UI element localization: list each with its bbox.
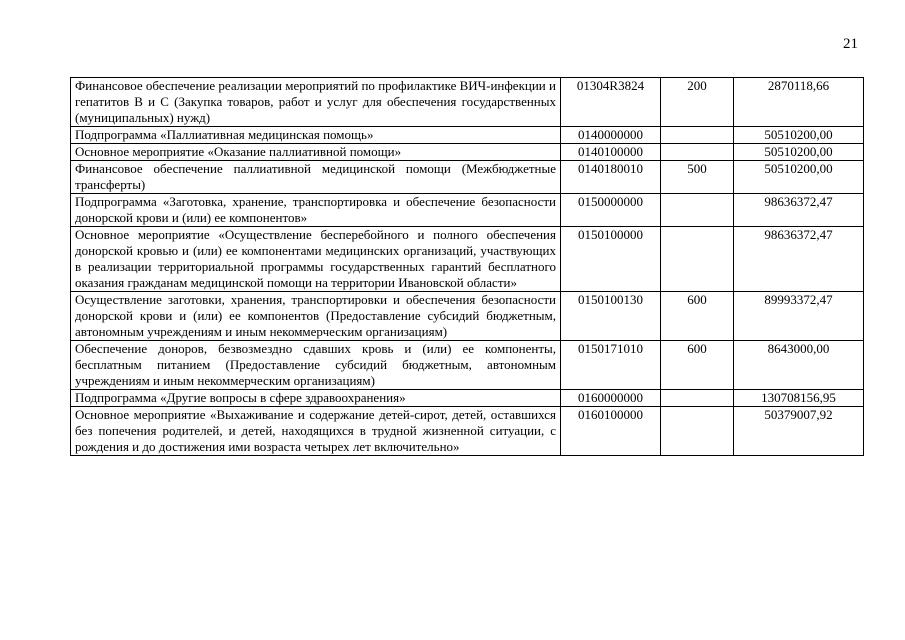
row-sum: 130708156,95 [734, 390, 864, 407]
row-expense-type: 500 [661, 161, 734, 194]
row-expense-type [661, 127, 734, 144]
table-row [71, 144, 864, 161]
row-code: 0150100130 [561, 292, 661, 341]
row-sum: 50510200,00 [734, 161, 864, 194]
row-name: Финансовое обеспечение паллиативной медицинской помощи (Межбюджетные трансферты) [71, 161, 561, 194]
table-row [71, 407, 864, 456]
table-row [71, 227, 864, 292]
row-name: Подпрограмма «Паллиативная медицинская помощь» [71, 127, 561, 144]
row-code: 0160000000 [561, 390, 661, 407]
row-name: Основное мероприятие «Осуществление бесперебойного и полного обеспечения донорской кровью и (или) ее компонентами медицинских организаций, участвующих в реализации территориальной программы государственных гарантий бесплатного оказания гражданам медицинской помощи на территории Ивановской области» [71, 227, 561, 292]
row-code: 0140100000 [561, 144, 661, 161]
row-expense-type [661, 227, 734, 292]
row-expense-type: 600 [661, 292, 734, 341]
row-code: 0150100000 [561, 227, 661, 292]
table-row [71, 127, 864, 144]
row-expense-type [661, 194, 734, 227]
row-code: 0160100000 [561, 407, 661, 456]
page-number: 21 [843, 36, 858, 52]
row-name: Основное мероприятие «Оказание паллиативной помощи» [71, 144, 561, 161]
row-name: Подпрограмма «Другие вопросы в сфере здравоохранения» [71, 390, 561, 407]
row-sum: 8643000,00 [734, 341, 864, 390]
table-row [71, 194, 864, 227]
row-expense-type: 600 [661, 341, 734, 390]
table-row [71, 78, 864, 127]
row-code: 01304R3824 [561, 78, 661, 127]
row-name: Основное мероприятие «Выхаживание и содержание детей-сирот, детей, оставшихся без попечения родителей, и детей, находящихся в трудной жизненной ситуации, с рождения и до достижения ими возраста четырех лет включительно» [71, 407, 561, 456]
table-row [71, 292, 864, 341]
row-code: 0140000000 [561, 127, 661, 144]
row-sum: 89993372,47 [734, 292, 864, 341]
row-expense-type [661, 390, 734, 407]
table-row [71, 390, 864, 407]
row-expense-type: 200 [661, 78, 734, 127]
row-sum: 98636372,47 [734, 227, 864, 292]
row-expense-type [661, 144, 734, 161]
row-sum: 50510200,00 [734, 127, 864, 144]
row-name: Подпрограмма «Заготовка, хранение, транспортировка и обеспечение безопасности донорской крови и (или) ее компонентов» [71, 194, 561, 227]
row-code: 0150171010 [561, 341, 661, 390]
row-name: Финансовое обеспечение реализации мероприятий по профилактике ВИЧ-инфекции и гепатитов В и С (Закупка товаров, работ и услуг для обеспечения государственных (муниципальных) нужд) [71, 78, 561, 127]
budget-table [70, 77, 864, 456]
row-name: Осуществление заготовки, хранения, транспортировки и обеспечения безопасности донорской крови и (или) ее компонентов (Предоставление субсидий бюджетным, автономным учреждениям и иным некоммерческим организациям) [71, 292, 561, 341]
row-name: Обеспечение доноров, безвозмездно сдавших кровь и (или) ее компоненты, бесплатным питанием (Предоставление субсидий бюджетным, автономным учреждениям и иным некоммерческим организациям) [71, 341, 561, 390]
row-sum: 50379007,92 [734, 407, 864, 456]
row-sum: 2870118,66 [734, 78, 864, 127]
row-sum: 50510200,00 [734, 144, 864, 161]
table-row [71, 161, 864, 194]
table-row [71, 341, 864, 390]
row-expense-type [661, 407, 734, 456]
row-code: 0150000000 [561, 194, 661, 227]
row-code: 0140180010 [561, 161, 661, 194]
row-sum: 98636372,47 [734, 194, 864, 227]
